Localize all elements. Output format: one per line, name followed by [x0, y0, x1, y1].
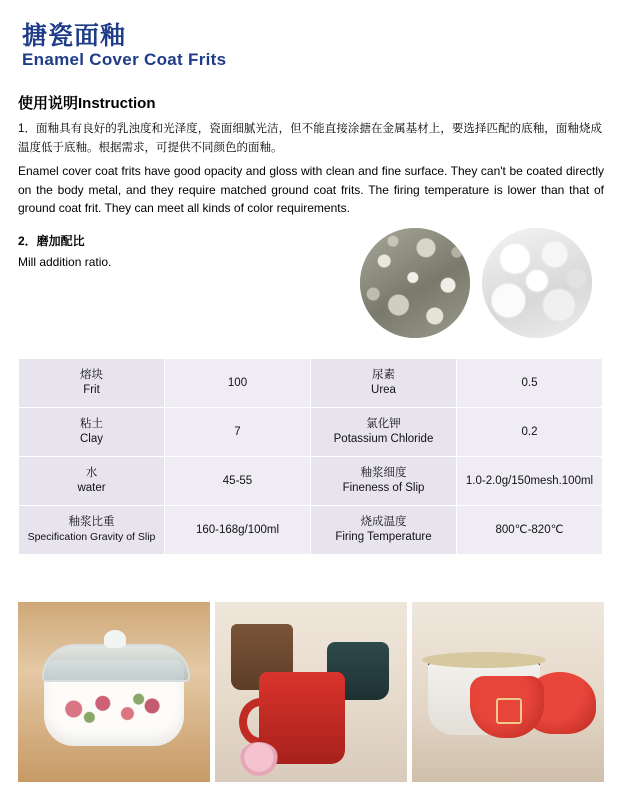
row-label-1-zh: 熔块 — [80, 369, 103, 381]
frit-granules-photo — [360, 228, 470, 338]
table-row — [19, 457, 603, 506]
table-row — [19, 506, 603, 555]
instruction-paragraph-chinese: 1．面釉具有良好的乳浊度和光泽度，瓷面细腻光洁，但不能直接涂搪在金属基材上，要选择匹配的底釉，面釉烧成温度低于底釉。根据需求，可提供不同颜色的面釉。 — [18, 123, 602, 154]
row-value-1: 160-168g/100ml — [165, 506, 311, 555]
row-label-1-zh: 水 — [85, 467, 98, 479]
row-label-1-zh: 釉浆比重 — [68, 516, 115, 528]
row-label-1-en: Frit — [83, 384, 100, 396]
row-label-2-zh: 釉浆细度 — [360, 467, 407, 479]
table-row — [19, 408, 603, 457]
row-label-1 — [19, 359, 165, 408]
row-label-1 — [19, 408, 165, 457]
row-value-1: 100 — [165, 359, 311, 408]
row-value-1: 7 — [165, 408, 311, 457]
instruction-paragraph-english: Enamel cover coat frits have good opacity and gloss with clean and fine surface. They can't be coated directly on the body metal, and they require matched ground coat frits. The firing temperature is lower than that of ground coat frit. They can meet all kinds of color requirements. — [18, 164, 604, 215]
mill-addition-heading-english: Mill addition ratio. — [18, 255, 112, 269]
mill-addition-heading-chinese: 2．磨加配比 — [18, 234, 85, 248]
row-label-2 — [311, 506, 457, 555]
row-label-2-en: Urea — [371, 384, 396, 396]
row-label-2-en: Potassium Chloride — [333, 433, 434, 445]
row-label-2 — [311, 359, 457, 408]
row-label-1-en: Clay — [79, 433, 103, 445]
row-label-2-en: Firing Temperature — [335, 531, 432, 543]
page-title-chinese: 搪瓷面釉 — [22, 22, 127, 50]
red-enamel-casserole-photo — [412, 602, 604, 782]
table-row — [19, 359, 603, 408]
row-label-2-zh: 烧成温度 — [360, 516, 407, 528]
floral-enamel-pot-photo — [18, 602, 210, 782]
row-value-2: 0.2 — [457, 408, 603, 457]
row-label-1 — [19, 457, 165, 506]
instruction-heading: 使用说明Instruction — [18, 95, 156, 112]
row-label-2 — [311, 457, 457, 506]
page-title-english: Enamel Cover Coat Frits — [22, 50, 227, 69]
row-label-2-zh: 氯化钾 — [366, 418, 401, 430]
row-label-2 — [311, 408, 457, 457]
row-label-1 — [19, 506, 165, 555]
mill-addition-table — [18, 358, 603, 555]
row-value-2: 1.0-2.0g/150mesh.100ml — [457, 457, 603, 506]
row-label-1-en: water — [77, 482, 106, 494]
row-label-1-zh: 粘土 — [80, 418, 103, 430]
row-value-1: 45-55 — [165, 457, 311, 506]
row-label-2-zh: 尿素 — [372, 369, 395, 381]
enamel-mugs-photo — [215, 602, 407, 782]
white-powder-photo — [482, 228, 592, 338]
sample-photos — [360, 228, 596, 340]
row-label-2-en: Fineness of Slip — [342, 482, 425, 494]
row-value-2: 0.5 — [457, 359, 603, 408]
row-value-2: 800℃-820℃ — [457, 506, 603, 555]
row-label-1-en: Specification Gravity of Slip — [27, 531, 156, 543]
product-photo-row — [18, 602, 604, 782]
